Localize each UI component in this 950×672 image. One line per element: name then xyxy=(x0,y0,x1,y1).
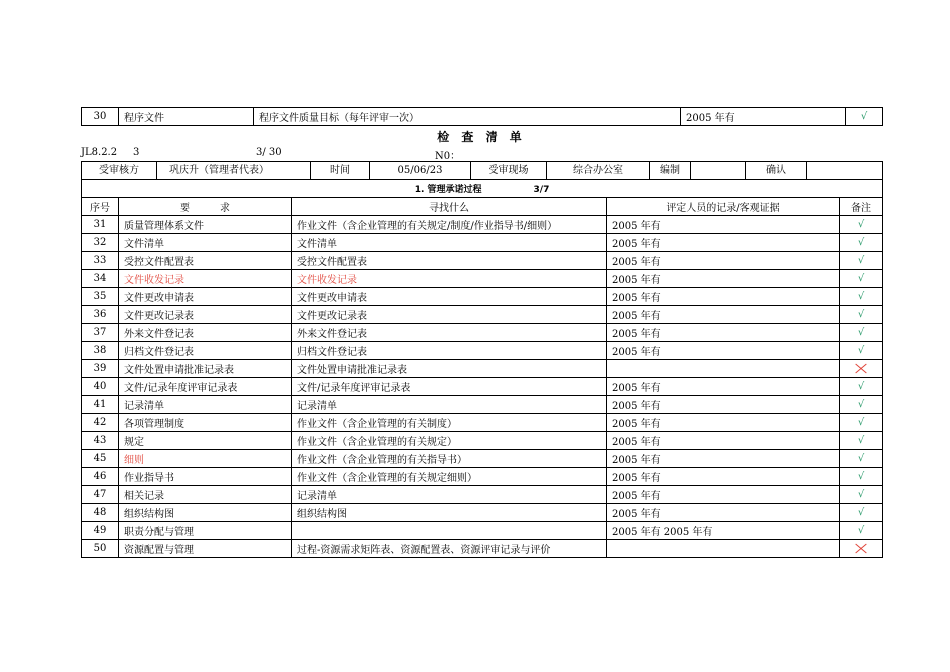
table-row xyxy=(82,540,883,558)
what-to-look-for-cell: 文件更改记录表 xyxy=(292,306,607,324)
requirement-cell: 质量管理体系文件 xyxy=(119,216,292,234)
evidence-cell: 2005 年有 xyxy=(607,324,840,342)
row-number: 39 xyxy=(82,360,119,378)
row-number: 47 xyxy=(82,486,119,504)
evidence-cell: 2005 年有 xyxy=(607,396,840,414)
row-number: 37 xyxy=(82,324,119,342)
check-mark: √ xyxy=(840,396,883,414)
what-to-look-for-cell: 记录清单 xyxy=(292,396,607,414)
table-row xyxy=(82,234,883,252)
requirement-cell: 文件收发记录 xyxy=(119,270,292,288)
evidence-cell: 2005 年有 xyxy=(607,288,840,306)
document-number-label: N0： xyxy=(435,151,461,162)
requirement-cell: 文件更改申请表 xyxy=(119,288,292,306)
row-number: 36 xyxy=(82,306,119,324)
table-row xyxy=(82,468,883,486)
requirement-cell: 归档文件登记表 xyxy=(119,342,292,360)
requirement-cell: 规定 xyxy=(119,432,292,450)
row-number: 42 xyxy=(82,414,119,432)
evidence-cell: 2005 年有 xyxy=(607,432,840,450)
table-row xyxy=(82,108,883,126)
document-code: JL8.2.2 xyxy=(81,147,118,158)
checklist-table xyxy=(81,161,883,558)
row-number: 49 xyxy=(82,522,119,540)
requirement-cell: 文件处置申请批准记录表 xyxy=(119,360,292,378)
requirement-cell: 程序文件 xyxy=(119,108,254,126)
table-row xyxy=(82,432,883,450)
table-row xyxy=(82,450,883,468)
table-row xyxy=(82,486,883,504)
row-number: 30 xyxy=(82,108,119,126)
what-to-look-for-cell: 组织结构图 xyxy=(292,504,607,522)
column-header-row xyxy=(82,198,883,216)
check-mark: √ xyxy=(840,342,883,360)
table-row xyxy=(82,360,883,378)
what-to-look-for-cell: 外来文件登记表 xyxy=(292,324,607,342)
what-to-look-for-cell: 文件处置申请批准记录表 xyxy=(292,360,607,378)
evidence-cell: 2005 年有 xyxy=(607,378,840,396)
evidence-cell: 2005 年有 xyxy=(607,468,840,486)
what-to-look-for-cell: 作业文件（含企业管理的有关制度） xyxy=(292,414,607,432)
what-to-look-for-cell: 文件清单 xyxy=(292,234,607,252)
time-label: 时间 xyxy=(311,162,370,179)
check-mark: √ xyxy=(840,252,883,270)
evidence-cell: 2005 年有 xyxy=(607,342,840,360)
confirm-value xyxy=(807,162,882,179)
check-mark: √ xyxy=(840,468,883,486)
prepared-by-label: 编制 xyxy=(650,162,691,179)
check-mark: √ xyxy=(840,414,883,432)
cross-mark-cell xyxy=(840,360,883,378)
row-number: 34 xyxy=(82,270,119,288)
what-to-look-for-cell: 文件更改申请表 xyxy=(292,288,607,306)
prepared-by-value xyxy=(691,162,746,179)
evidence-cell: 2005 年有 xyxy=(607,234,840,252)
check-mark: √ xyxy=(840,432,883,450)
check-mark: √ xyxy=(840,522,883,540)
audit-info-row xyxy=(82,162,883,180)
section-title: 1. 管理承诺过程 xyxy=(414,185,482,195)
evidence-cell: 2005 年有 xyxy=(607,270,840,288)
requirement-cell: 文件清单 xyxy=(119,234,292,252)
requirement-cell: 资源配置与管理 xyxy=(119,540,292,558)
table-row xyxy=(82,414,883,432)
requirement-cell: 记录清单 xyxy=(119,396,292,414)
site-value: 综合办公室 xyxy=(547,162,650,179)
evidence-cell: 2005 年有 xyxy=(681,108,846,126)
table-row xyxy=(82,288,883,306)
evidence-cell: 2005 年有 xyxy=(607,252,840,270)
document-section-number: 3 xyxy=(133,147,140,158)
requirement-cell: 职责分配与管理 xyxy=(119,522,292,540)
row-number: 32 xyxy=(82,234,119,252)
section-header-row xyxy=(82,180,883,198)
check-mark: √ xyxy=(840,324,883,342)
table-row xyxy=(82,306,883,324)
requirement-cell: 文件更改记录表 xyxy=(119,306,292,324)
row-number: 41 xyxy=(82,396,119,414)
table-row xyxy=(82,216,883,234)
evidence-cell: 2005 年有 xyxy=(607,486,840,504)
what-to-look-for-cell xyxy=(292,522,607,540)
header-evidence: 评定人员的记录/客观证据 xyxy=(607,198,840,216)
what-to-look-for-cell: 作业文件（含企业管理的有关规定细则） xyxy=(292,468,607,486)
row-number: 48 xyxy=(82,504,119,522)
what-to-look-for-cell: 作业文件（含企业管理的有关指导书） xyxy=(292,450,607,468)
check-mark: √ xyxy=(840,504,883,522)
requirement-cell: 细则 xyxy=(119,450,292,468)
previous-page-row-table xyxy=(81,107,883,126)
time-value: 05/06/23 xyxy=(370,162,471,179)
page-title: 检 查 清 单 xyxy=(437,130,526,144)
check-mark: √ xyxy=(846,108,883,126)
row-number: 40 xyxy=(82,378,119,396)
evidence-cell: 2005 年有 xyxy=(607,504,840,522)
header-notes: 备注 xyxy=(840,198,883,216)
table-row xyxy=(82,396,883,414)
requirement-cell: 组织结构图 xyxy=(119,504,292,522)
evidence-cell: 2005 年有 xyxy=(607,450,840,468)
row-number: 46 xyxy=(82,468,119,486)
what-to-look-for-cell: 作业文件（含企业管理的有关规定） xyxy=(292,432,607,450)
cross-mark-icon xyxy=(855,363,867,375)
what-to-look-for-cell: 作业文件（含企业管理的有关规定/制度/作业指导书/细则） xyxy=(292,216,607,234)
cross-mark-cell xyxy=(840,540,883,558)
check-mark: √ xyxy=(840,234,883,252)
confirm-label: 确认 xyxy=(746,162,807,179)
auditee-label: 受审核方 xyxy=(82,162,157,179)
document-meta-line xyxy=(81,147,882,161)
table-row xyxy=(82,324,883,342)
table-row xyxy=(82,252,883,270)
check-mark: √ xyxy=(840,288,883,306)
evidence-cell: 2005 年有 xyxy=(607,414,840,432)
checklist-body xyxy=(82,162,883,558)
what-to-look-for-cell: 记录清单 xyxy=(292,486,607,504)
requirement-cell: 各项管理制度 xyxy=(119,414,292,432)
header-what-to-look-for: 寻找什么 xyxy=(292,198,607,216)
header-number: 序号 xyxy=(82,198,119,216)
check-mark: √ xyxy=(840,216,883,234)
check-mark: √ xyxy=(840,270,883,288)
evidence-cell xyxy=(607,360,840,378)
table-row xyxy=(82,522,883,540)
check-mark: √ xyxy=(840,486,883,504)
auditee-value: 巩庆升（管理者代表） xyxy=(157,162,311,179)
table-row xyxy=(82,378,883,396)
check-mark: √ xyxy=(840,378,883,396)
document-page-number: 3/ 30 xyxy=(256,147,282,158)
requirement-cell: 外来文件登记表 xyxy=(119,324,292,342)
what-to-look-for-cell: 文件收发记录 xyxy=(292,270,607,288)
requirement-cell: 相关记录 xyxy=(119,486,292,504)
evidence-cell xyxy=(607,540,840,558)
evidence-cell: 2005 年有 2005 年有 xyxy=(607,522,840,540)
what-to-look-for-cell: 归档文件登记表 xyxy=(292,342,607,360)
row-number: 38 xyxy=(82,342,119,360)
table-row xyxy=(82,270,883,288)
row-number: 31 xyxy=(82,216,119,234)
evidence-cell: 2005 年有 xyxy=(607,216,840,234)
section-page: 3/7 xyxy=(533,185,550,195)
what-to-look-for-cell: 文件/记录年度评审记录表 xyxy=(292,378,607,396)
cross-mark-icon xyxy=(855,543,867,555)
row-number: 50 xyxy=(82,540,119,558)
row-number: 45 xyxy=(82,450,119,468)
table-row xyxy=(82,342,883,360)
evidence-cell: 2005 年有 xyxy=(607,306,840,324)
what-to-look-for-cell: 程序文件质量目标（每年评审一次） xyxy=(254,108,681,126)
header-requirement: 要 求 xyxy=(119,198,292,216)
table-row xyxy=(82,504,883,522)
row-number: 35 xyxy=(82,288,119,306)
requirement-cell: 作业指导书 xyxy=(119,468,292,486)
row-number: 33 xyxy=(82,252,119,270)
what-to-look-for-cell: 受控文件配置表 xyxy=(292,252,607,270)
check-mark: √ xyxy=(840,450,883,468)
site-label: 受审现场 xyxy=(471,162,547,179)
check-mark: √ xyxy=(840,306,883,324)
requirement-cell: 受控文件配置表 xyxy=(119,252,292,270)
what-to-look-for-cell: 过程-资源需求矩阵表、资源配置表、资源评审记录与评价 xyxy=(292,540,607,558)
requirement-cell: 文件/记录年度评审记录表 xyxy=(119,378,292,396)
row-number: 43 xyxy=(82,432,119,450)
